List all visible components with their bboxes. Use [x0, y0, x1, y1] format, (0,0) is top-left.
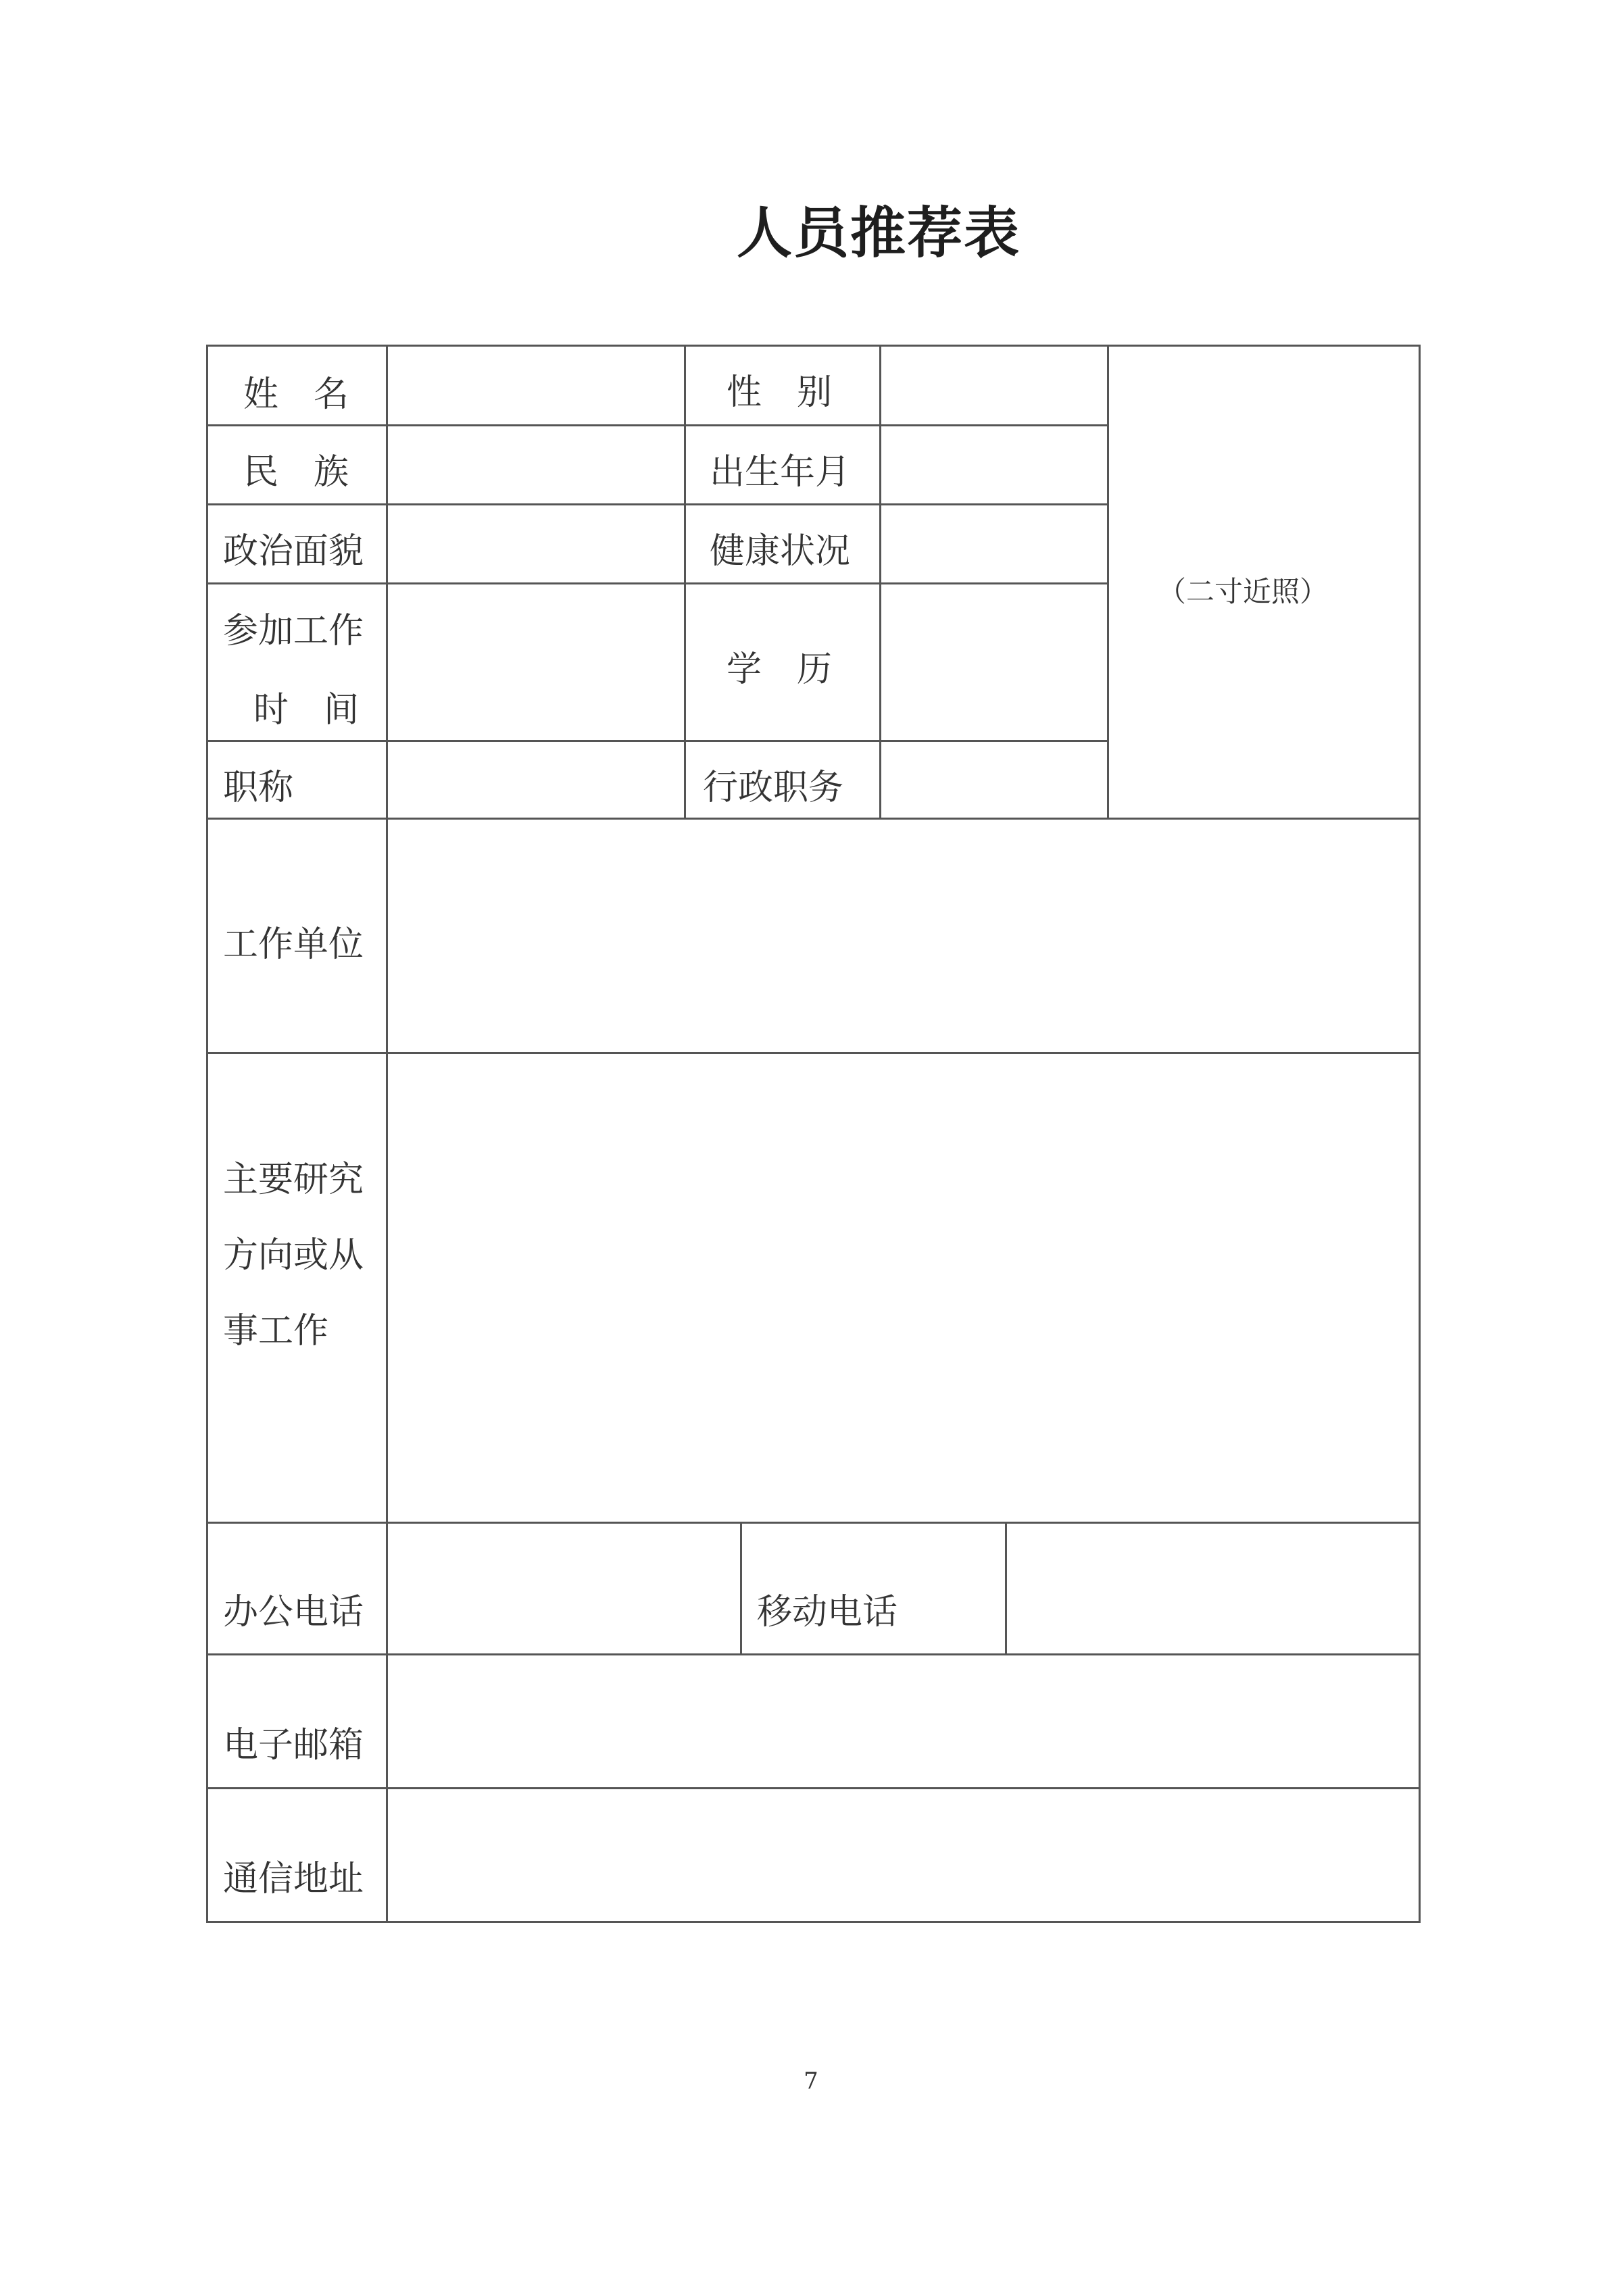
- label-education: 学 历: [727, 649, 833, 690]
- table-border-bottom: [206, 1921, 1421, 1923]
- gender-field[interactable]: [881, 347, 1107, 424]
- column-divider: [684, 345, 686, 818]
- label-work-start-line1: 参加工作: [223, 611, 364, 651]
- label-mobile-phone: 移动电话: [757, 1592, 898, 1632]
- title-rank-field[interactable]: [388, 742, 684, 818]
- employer-field[interactable]: [388, 820, 1419, 1052]
- label-political-status: 政治面貌: [223, 531, 364, 572]
- label-address: 通信地址: [223, 1859, 364, 1899]
- health-field[interactable]: [881, 505, 1107, 582]
- education-field[interactable]: [881, 584, 1107, 740]
- research-field[interactable]: [388, 1054, 1419, 1522]
- label-ethnicity: 民 族: [243, 452, 349, 493]
- label-health: 健康状况: [710, 531, 851, 572]
- label-gender: 性 别: [727, 372, 833, 413]
- column-divider: [740, 1522, 742, 1653]
- work-start-field[interactable]: [388, 584, 684, 740]
- ethnicity-field[interactable]: [388, 426, 684, 503]
- address-field[interactable]: [388, 1789, 1419, 1921]
- photo-box[interactable]: [1109, 347, 1419, 818]
- recommendation-form: [206, 345, 1421, 1923]
- label-employer: 工作单位: [223, 924, 364, 965]
- photo-note: （二寸近照）: [1158, 575, 1329, 608]
- label-research-line2: 方向或从: [223, 1235, 364, 1276]
- label-name: 姓 名: [243, 374, 349, 415]
- page-title: 人员推荐表: [736, 201, 1021, 266]
- label-email: 电子邮箱: [223, 1725, 364, 1766]
- label-work-start-line2: 时 间: [253, 690, 360, 730]
- label-admin-post: 行政职务: [703, 768, 844, 808]
- birth-date-field[interactable]: [881, 426, 1107, 503]
- name-field[interactable]: [388, 347, 684, 424]
- political-status-field[interactable]: [388, 505, 684, 582]
- label-office-phone: 办公电话: [223, 1592, 364, 1632]
- mobile-phone-field[interactable]: [1007, 1524, 1419, 1653]
- office-phone-field[interactable]: [388, 1524, 740, 1653]
- table-border-left: [206, 345, 208, 1923]
- label-research-line3: 事工作: [223, 1311, 329, 1351]
- label-birth-date: 出生年月: [710, 452, 851, 493]
- page-number: 7: [804, 2068, 818, 2095]
- email-field[interactable]: [388, 1655, 1419, 1787]
- admin-post-field[interactable]: [881, 742, 1107, 818]
- label-title-rank: 职称: [223, 768, 294, 808]
- table-border-right: [1419, 345, 1421, 1923]
- label-research-line1: 主要研究: [223, 1159, 364, 1200]
